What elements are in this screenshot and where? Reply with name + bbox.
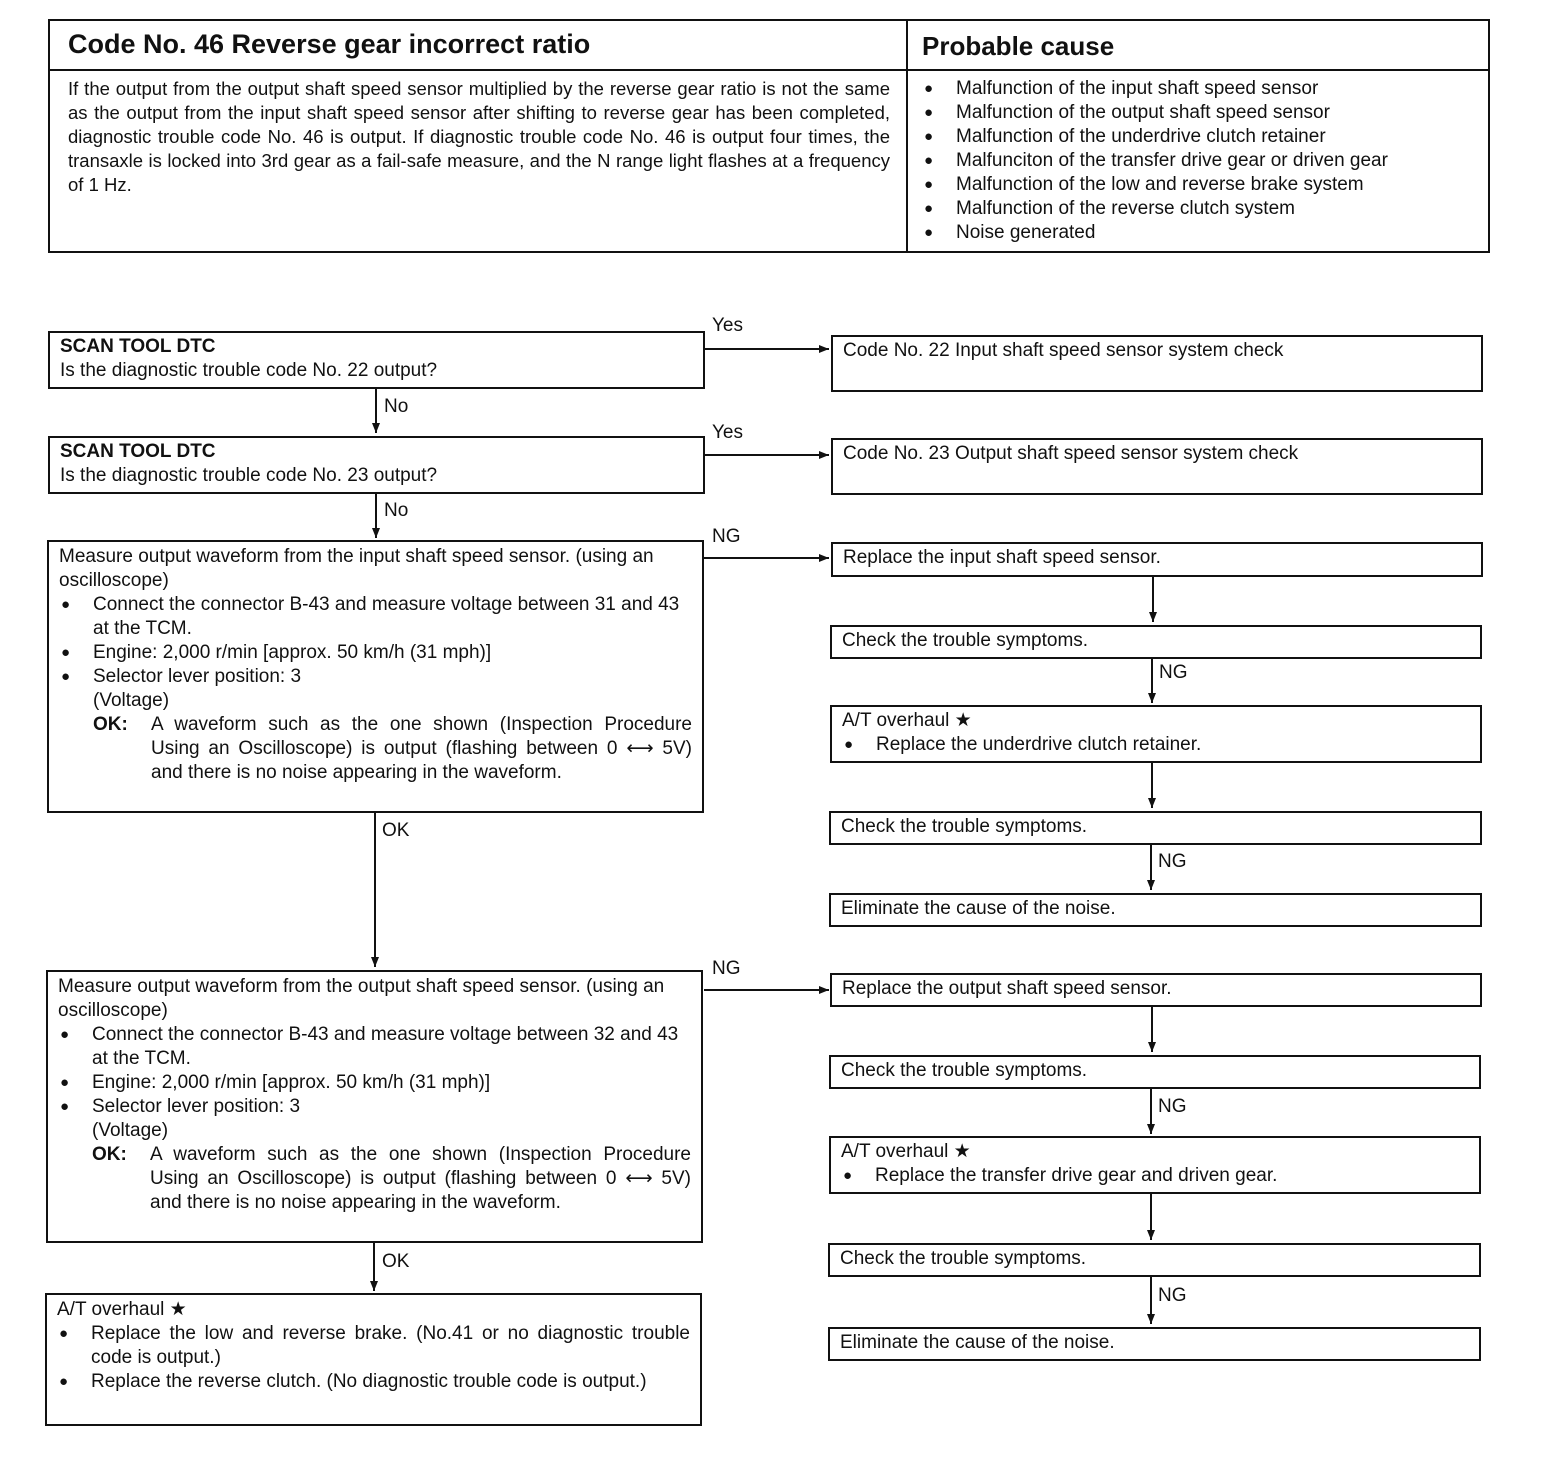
- label-yes-2: Yes: [712, 422, 743, 443]
- label-ng-r9: NG: [1158, 1096, 1187, 1117]
- result-check-symptoms: Check the trouble symptoms.: [829, 1055, 1481, 1089]
- step-title: SCAN TOOL DTC: [60, 441, 216, 462]
- step-bullet: ● Replace the transfer drive gear and driven gear.: [841, 1164, 1469, 1188]
- code-description: If the output from the output shaft speed sensor multiplied by the reverse gear ratio is not the same as the output from the input shaft speed sensor after shifting to reverse gear has been completed, diagnostic trouble code No. 46 is output. If diagnostic trouble code No. 46 is output four times, the transaxle is locked into 3rd gear as a fail-safe measure, and the N range light flashes at a frequency of 1 Hz.: [68, 78, 890, 195]
- step-at-overhaul-final: [45, 1293, 702, 1426]
- voltage-label: (Voltage): [92, 1120, 169, 1141]
- header-divider-horizontal: [50, 69, 1488, 71]
- result-eliminate-noise: Eliminate the cause of the noise.: [828, 1327, 1481, 1361]
- probable-cause-list: [922, 77, 1482, 245]
- step-question: Is the diagnostic trouble code No. 23 output?: [60, 465, 438, 486]
- step-bullet: ● Selector lever position: 3: [58, 1095, 691, 1119]
- step-bullet: ● Replace the low and reverse brake. (No.41 or no diagnostic trouble code is output.): [57, 1322, 690, 1370]
- label-yes-1: Yes: [712, 315, 743, 336]
- cause-item: ● Malfunction of the underdrive clutch retainer: [922, 125, 1482, 149]
- step-bullet: ● Connect the connector B-43 and measure voltage between 32 and 43 at the TCM.: [58, 1023, 691, 1071]
- label-no-1: No: [384, 396, 409, 417]
- step-scan-dtc-23: [48, 436, 705, 494]
- step-bullet: ● Engine: 2,000 r/min [approx. 50 km/h (31 mph)]: [59, 641, 692, 665]
- header-divider-vertical: [906, 21, 908, 251]
- result-replace-input-sensor: Replace the input shaft speed sensor.: [831, 542, 1483, 577]
- ok-criteria-label: OK:: [93, 714, 128, 735]
- step-title: A/T overhaul ★: [842, 710, 972, 731]
- step-bullet: ● Engine: 2,000 r/min [approx. 50 km/h (31 mph)]: [58, 1071, 691, 1095]
- cause-item: ● Malfunction of the output shaft speed sensor: [922, 101, 1482, 125]
- cause-item: ● Malfunction of the low and reverse brake system: [922, 173, 1482, 197]
- step-bullets: [59, 593, 692, 689]
- label-ng-r6: NG: [1158, 851, 1187, 872]
- cause-item: ● Malfunction of the input shaft speed sensor: [922, 77, 1482, 101]
- step-intro: Measure output waveform from the output shaft speed sensor. (using an oscilloscope): [58, 976, 665, 1021]
- ok-criteria-text: A waveform such as the one shown (Inspection Procedure Using an Oscilloscope) is output (flashing between 0 ⟷ 5V) and there is no noise appearing in the waveform.: [151, 714, 692, 783]
- step-question: Is the diagnostic trouble code No. 22 output?: [60, 360, 438, 381]
- step-bullet: ● Selector lever position: 3: [59, 665, 692, 689]
- label-ok-step4: OK: [382, 1251, 410, 1272]
- label-no-2: No: [384, 500, 409, 521]
- result-check-symptoms: Check the trouble symptoms.: [830, 625, 1482, 659]
- step-bullets: [57, 1322, 690, 1394]
- ok-criteria-text: A waveform such as the one shown (Inspection Procedure Using an Oscilloscope) is output (flashing between 0 ⟷ 5V) and there is no noise appearing in the waveform.: [150, 1144, 691, 1213]
- code-title: Code No. 46 Reverse gear incorrect ratio: [68, 29, 591, 59]
- result-code23-check: Code No. 23 Output shaft speed sensor system check: [831, 438, 1483, 495]
- step-scan-dtc-22: [48, 331, 705, 389]
- label-ng-r11: NG: [1158, 1285, 1187, 1306]
- step-measure-output-sensor: [46, 970, 703, 1243]
- step-bullet: ● Replace the underdrive clutch retainer.: [842, 733, 1470, 757]
- step-bullets: [58, 1023, 691, 1119]
- probable-cause-title: Probable cause: [922, 31, 1115, 61]
- label-ok-step3: OK: [382, 820, 410, 841]
- cause-item: ● Malfunction of the reverse clutch system: [922, 197, 1482, 221]
- step-title: A/T overhaul ★: [57, 1299, 187, 1320]
- cause-item: ● Noise generated: [922, 221, 1482, 245]
- result-at-overhaul-transfer-gear: [829, 1136, 1481, 1194]
- step-intro: Measure output waveform from the input shaft speed sensor. (using an oscilloscope): [59, 546, 654, 591]
- header-table: [48, 19, 1490, 253]
- voltage-label: (Voltage): [93, 690, 170, 711]
- step-title: SCAN TOOL DTC: [60, 336, 216, 357]
- label-ng-step3: NG: [712, 526, 741, 547]
- result-at-overhaul-underdrive: [830, 705, 1482, 763]
- result-replace-output-sensor: Replace the output shaft speed sensor.: [830, 973, 1482, 1007]
- step-title: A/T overhaul ★: [841, 1141, 971, 1162]
- step-bullet: ● Connect the connector B-43 and measure voltage between 31 and 43 at the TCM.: [59, 593, 692, 641]
- result-check-symptoms: Check the trouble symptoms.: [828, 1243, 1481, 1277]
- ok-criteria-label: OK:: [92, 1144, 127, 1165]
- label-ng-r4: NG: [1159, 662, 1188, 683]
- step-bullet: ● Replace the reverse clutch. (No diagnostic trouble code is output.): [57, 1370, 690, 1394]
- cause-item: ● Malfunciton of the transfer drive gear or driven gear: [922, 149, 1482, 173]
- result-check-symptoms: Check the trouble symptoms.: [829, 811, 1482, 845]
- step-measure-input-sensor: [47, 540, 704, 813]
- result-eliminate-noise: Eliminate the cause of the noise.: [829, 893, 1482, 927]
- result-code22-check: Code No. 22 Input shaft speed sensor system check: [831, 335, 1483, 392]
- label-ng-step4: NG: [712, 958, 741, 979]
